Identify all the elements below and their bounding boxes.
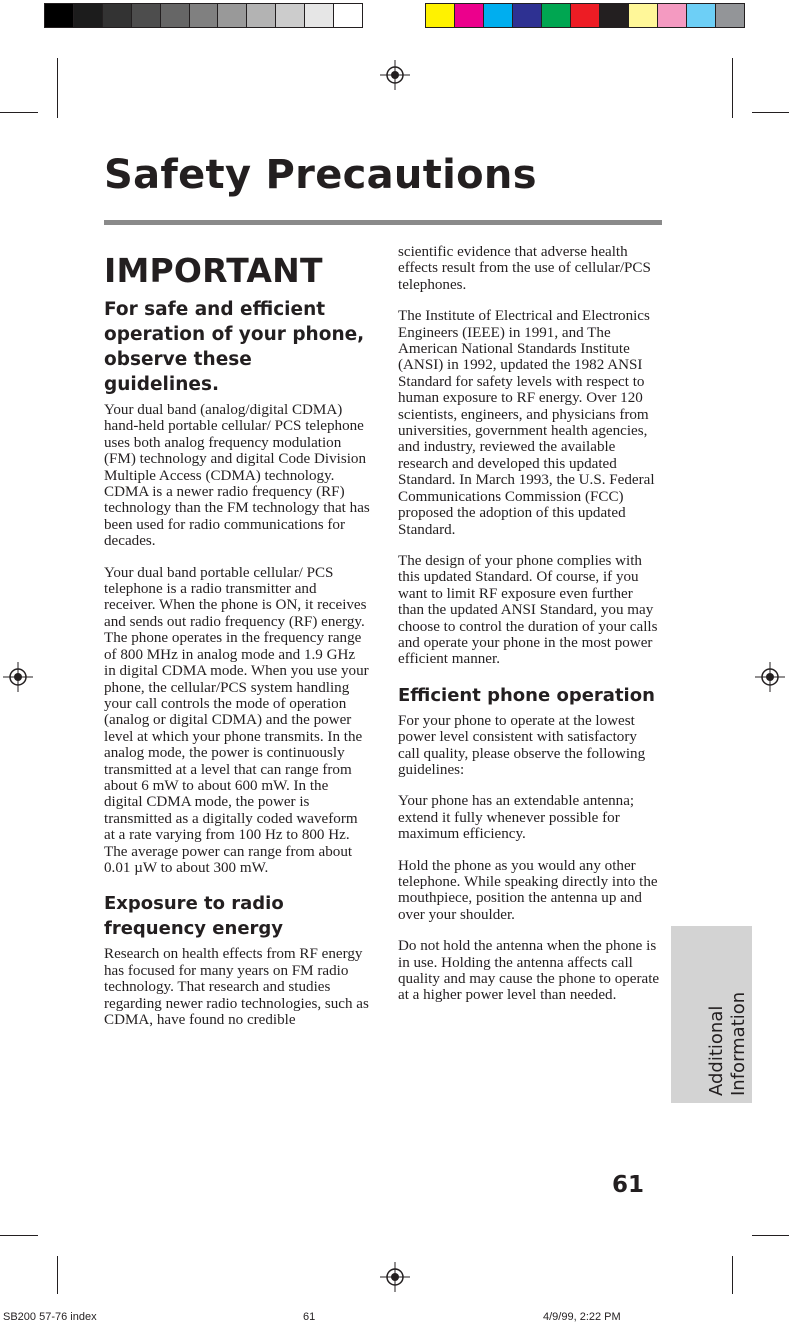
gray-swatch <box>218 4 247 27</box>
body-paragraph: Do not hold the antenna when the phone is in use. Holding the antenna affects call quality and may cause the phone to operate at a higher power level than needed. <box>398 938 660 1004</box>
gray-swatch <box>334 4 362 27</box>
left-column <box>104 244 370 1043</box>
right-column <box>398 244 660 1019</box>
gray-swatch <box>305 4 334 27</box>
section-side-tab <box>671 926 752 1103</box>
footer-file-name: SB200 57-76 index <box>3 1311 97 1323</box>
body-paragraph: Hold the phone as you would any other telephone. While speaking directly into the mouthpiece, position the antenna up and over your shoulder. <box>398 857 658 923</box>
registration-mark-icon <box>380 60 410 90</box>
crop-mark <box>0 1235 38 1236</box>
color-swatch <box>658 4 687 27</box>
crop-mark <box>732 1256 733 1294</box>
body-paragraph: Your dual band portable cellular/ PCS telephone is a radio transmitter and receiver. When the phone is ON, it receives and sends out radio frequency (RF) energy. The phone operates in the frequency range of 800 MHz in analog mode and 1.9 GHz in digital CDMA mode. When you use your phone, the cellular/PCS system handling your call controls the mode of operation (analog or digital CDMA) and the power level at which your phone transmits. In the analog mode, the power is continuously transmitted at a level that can range from about 6 mW to about 600 mW. In the digital CDMA mode, the power is transmitted as a digitally coded waveform at a rate varying from 100 Hz to 800 Hz. The average power can range from about 0.01 µW to about 300 mW. <box>104 564 369 876</box>
registration-mark-icon <box>755 662 785 692</box>
gray-swatch <box>45 4 74 27</box>
title-rule <box>104 220 662 225</box>
color-swatch <box>629 4 658 27</box>
body-paragraph: The design of your phone complies with this updated Standard. Of course, if you want to limit RF exposure even further than the updated ANSI Standard, you may choose to control the duration of your calls and operate your phone in the most power efficient manner. <box>398 552 658 668</box>
crop-mark <box>752 112 789 113</box>
color-swatch <box>426 4 455 27</box>
efficient-operation-heading: Efficient phone operation <box>398 684 655 706</box>
side-tab-line: Additional <box>706 1005 727 1096</box>
color-swatch <box>687 4 716 27</box>
body-paragraph: The Institute of Electrical and Electronics Engineers (IEEE) in 1991, and The American National Standards Institute (ANSI) in 1992, updated the 1982 ANSI Standard for safety levels with respect to human exposure to RF energy. Over 120 scientists, engineers, and physicians from universities, government health agencies, and industry, reviewed the available research and developed this updated Standard. In March 1993, the U.S. Federal Communications Commission (FCC) proposed the adoption of this updated Standard. <box>398 308 655 538</box>
body-paragraph: Research on health effects from RF energy has focused for many years on FM radio technology. That research and studies regarding newer radio technologies, such as CDMA, have found no credible <box>104 946 369 1028</box>
gray-swatch <box>132 4 161 27</box>
color-swatch <box>542 4 571 27</box>
gray-swatch <box>276 4 305 27</box>
color-swatch <box>484 4 513 27</box>
color-swatch <box>600 4 629 27</box>
grayscale-calibration-bar <box>44 3 363 28</box>
gray-swatch <box>161 4 190 27</box>
body-paragraph: Your dual band (analog/digital CDMA) hand-held portable cellular/ PCS telephone uses both analog frequency modulation (FM) technology and digital Code Division Multiple Access (CDMA) technology. CDMA is a newer radio frequency (RF) technology than the FM technology that has been used for radio communications for decades. <box>104 402 370 550</box>
side-tab-line: Information <box>728 991 749 1096</box>
gray-swatch <box>74 4 103 27</box>
registration-mark-icon <box>380 1262 410 1292</box>
exposure-heading: Exposure to radio frequency energy <box>104 893 284 940</box>
page-number: 61 <box>612 1172 645 1198</box>
registration-mark-icon <box>3 662 33 692</box>
crop-mark <box>57 58 58 118</box>
footer-date: 4/9/99, 2:22 PM <box>543 1311 621 1323</box>
color-calibration-bar <box>425 3 745 28</box>
gray-swatch <box>190 4 219 27</box>
page-title: Safety Precautions <box>104 152 537 198</box>
body-paragraph: scientific evidence that adverse health effects result from the use of cellular/PCS telephones. <box>398 244 651 293</box>
crop-mark <box>752 1235 789 1236</box>
footer-page: 61 <box>303 1311 316 1323</box>
color-swatch <box>571 4 600 27</box>
color-swatch <box>455 4 484 27</box>
side-tab-label <box>706 992 750 1096</box>
gray-swatch <box>103 4 132 27</box>
important-heading: IMPORTANT <box>104 251 323 290</box>
guidelines-subheading: For safe and efficient operation of your phone, observe these guidelines. <box>104 299 365 395</box>
color-swatch <box>716 4 744 27</box>
crop-mark <box>57 1256 58 1294</box>
color-swatch <box>513 4 542 27</box>
crop-mark <box>732 58 733 118</box>
body-paragraph: For your phone to operate at the lowest power level consistent with satisfactory call quality, please observe the following guidelines: <box>398 712 646 778</box>
body-paragraph: Your phone has an extendable antenna; extend it fully whenever possible for maximum efficiency. <box>398 793 635 843</box>
gray-swatch <box>247 4 276 27</box>
crop-mark <box>0 112 38 113</box>
